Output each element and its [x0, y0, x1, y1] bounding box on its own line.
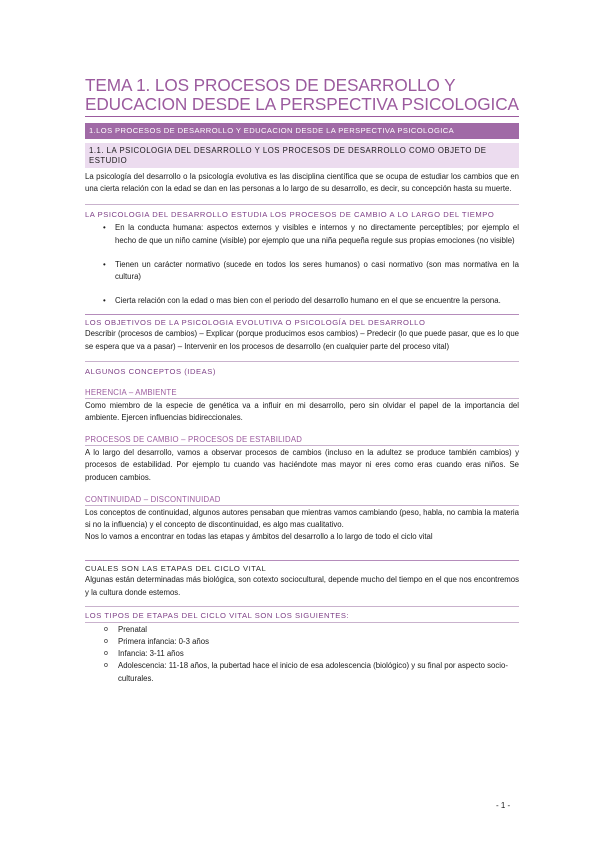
circle-bullet-icon: o [104, 625, 108, 633]
circle-bullet-icon: o [104, 638, 108, 646]
objetivos-paragraph: Describir (procesos de cambios) – Explicar (porque producimos esos cambios) – Predecir (lo que puede pasar, que es lo que se espera que va a pasar) – Intervenir en los procesos de desarrollo (en cualquier parte del proceso vital) [85, 329, 519, 351]
list-item: • Tienen un carácter normativo (sucede en todos los seres humanos) o casi normativo (son mas normativa en la cultura) [103, 259, 519, 282]
list-item: o Adolescencia: 11-18 años, la pubertad hace el inicio de esa adolescencia (biológico) y su final por aspecto socio-culturales. [104, 661, 508, 683]
circle-bullet-icon: o [104, 662, 108, 670]
section-heading-objetivos: LOS OBJETIVOS DE LA PSICOLOGIA EVOLUTIVA O PSICOLOGÍA DEL DESARROLLO [85, 318, 426, 328]
section-heading-tipos: LOS TIPOS DE ETAPAS DEL CICLO VITAL SON LOS SIGUIENTES: [85, 610, 350, 620]
page-title: TEMA 1. LOS PROCESOS DE DESARROLLO Y EDUCACION DESDE LA PERSPECTIVA PSICOLOGICA [85, 75, 519, 114]
bullet-icon: • [103, 296, 106, 306]
list-item: • En la conducta humana: aspectos externos y visibles e internos y no directamente perceptibles; por ejemplo el hecho de que un niño camine (visible) por ejemplo que una niña pequeña regule sus propias emociones (no visible) [103, 223, 519, 245]
herencia-paragraph: Como miembro de la especie de genética va a influir en mi desarrollo, pero sin olvidar el papel de la importancia del ambiente. Ejercen influencias bidireccionales. [85, 400, 519, 423]
intro-paragraph: La psicología del desarrollo o la psicología evolutiva es las disciplina científica que se ocupa de estudiar los cambios que en una cierta relación con la edad se dan en las personas a lo largo de su desarrollo, es decir, su concepción hasta su muerte. [85, 172, 519, 194]
bullet-icon: • [103, 259, 106, 269]
divider [85, 204, 519, 205]
divider [85, 505, 519, 506]
stages-list [85, 624, 519, 685]
etapas-paragraph: Algunas están determinadas más biológica, son cotexto sociocultural, depende mucho del tiempo en el que nos encontremos y la cultura donde estemos. [85, 575, 519, 597]
divider [85, 445, 519, 446]
bullet-icon: • [103, 223, 106, 233]
divider [85, 622, 519, 623]
title-divider [85, 116, 519, 117]
continuidad-paragraph: Los conceptos de continuidad, algunos autores pensaban que mientras vamos cambiando (peso, habla, no cambia la materia si no la influencia) y el concepto de discontinuidad, es algo mas cualitativo. [85, 507, 519, 530]
section-heading-cambio: LA PSICOLOGIA DEL DESARROLLO ESTUDIA LOS PROCESOS DE CAMBIO A LO LARGO DEL TIEMPO [85, 210, 495, 220]
section-heading-conceptos: ALGUNOS CONCEPTOS (IDEAS) [85, 366, 216, 376]
divider [85, 560, 519, 561]
divider [85, 361, 519, 362]
bullet-list [85, 222, 519, 307]
subheading-cambio-estabilidad: PROCESOS DE CAMBIO – PROCESOS DE ESTABILIDAD [85, 435, 303, 445]
list-item: • Cierta relación con la edad o mas bien con el periodo del desarrollo humano en el que se encuentre la persona. [85, 295, 519, 307]
section-banner: 1.LOS PROCESOS DE DESARROLLO Y EDUCACION DESDE LA PERSPECTIVA PSICOLOGICA [85, 123, 519, 139]
subheading-herencia: HERENCIA – AMBIENTE [85, 387, 177, 397]
section-heading-etapas: CUALES SON LAS ETAPAS DEL CICLO VITAL [85, 564, 267, 574]
list-item: o Primera infancia: 0-3 años [85, 636, 519, 648]
subsection-banner: 1.1. LA PSICOLOGIA DEL DESARROLLO Y LOS PROCESOS DE DESARROLLO COMO OBJETO DE ESTUDIO [85, 143, 519, 168]
cambio-paragraph: A lo largo del desarrollo, vamos a observar procesos de cambios (incluso en la adultez se produce también cambios) y procesos de estabilidad. Por ejemplo tu cuando vas haciéndote mas mayor ni eres como eras cuando eras niños. Se producen cambios. [85, 448, 519, 482]
circle-bullet-icon: o [104, 650, 108, 658]
divider [85, 314, 519, 315]
list-item: o Infancia: 3-11 años [85, 648, 519, 660]
subheading-continuidad: CONTINUIDAD – DISCONTINUIDAD [85, 494, 221, 504]
page-number: - 1 - [496, 801, 511, 810]
continuidad-paragraph-2: Nos lo vamos a encontrar en todas las etapas y ámbitos del desarrollo a lo largo de todo el ciclo vital [85, 532, 433, 542]
document-page [85, 76, 519, 685]
divider [85, 606, 519, 607]
list-item: o Prenatal [85, 624, 519, 636]
divider [85, 398, 519, 399]
